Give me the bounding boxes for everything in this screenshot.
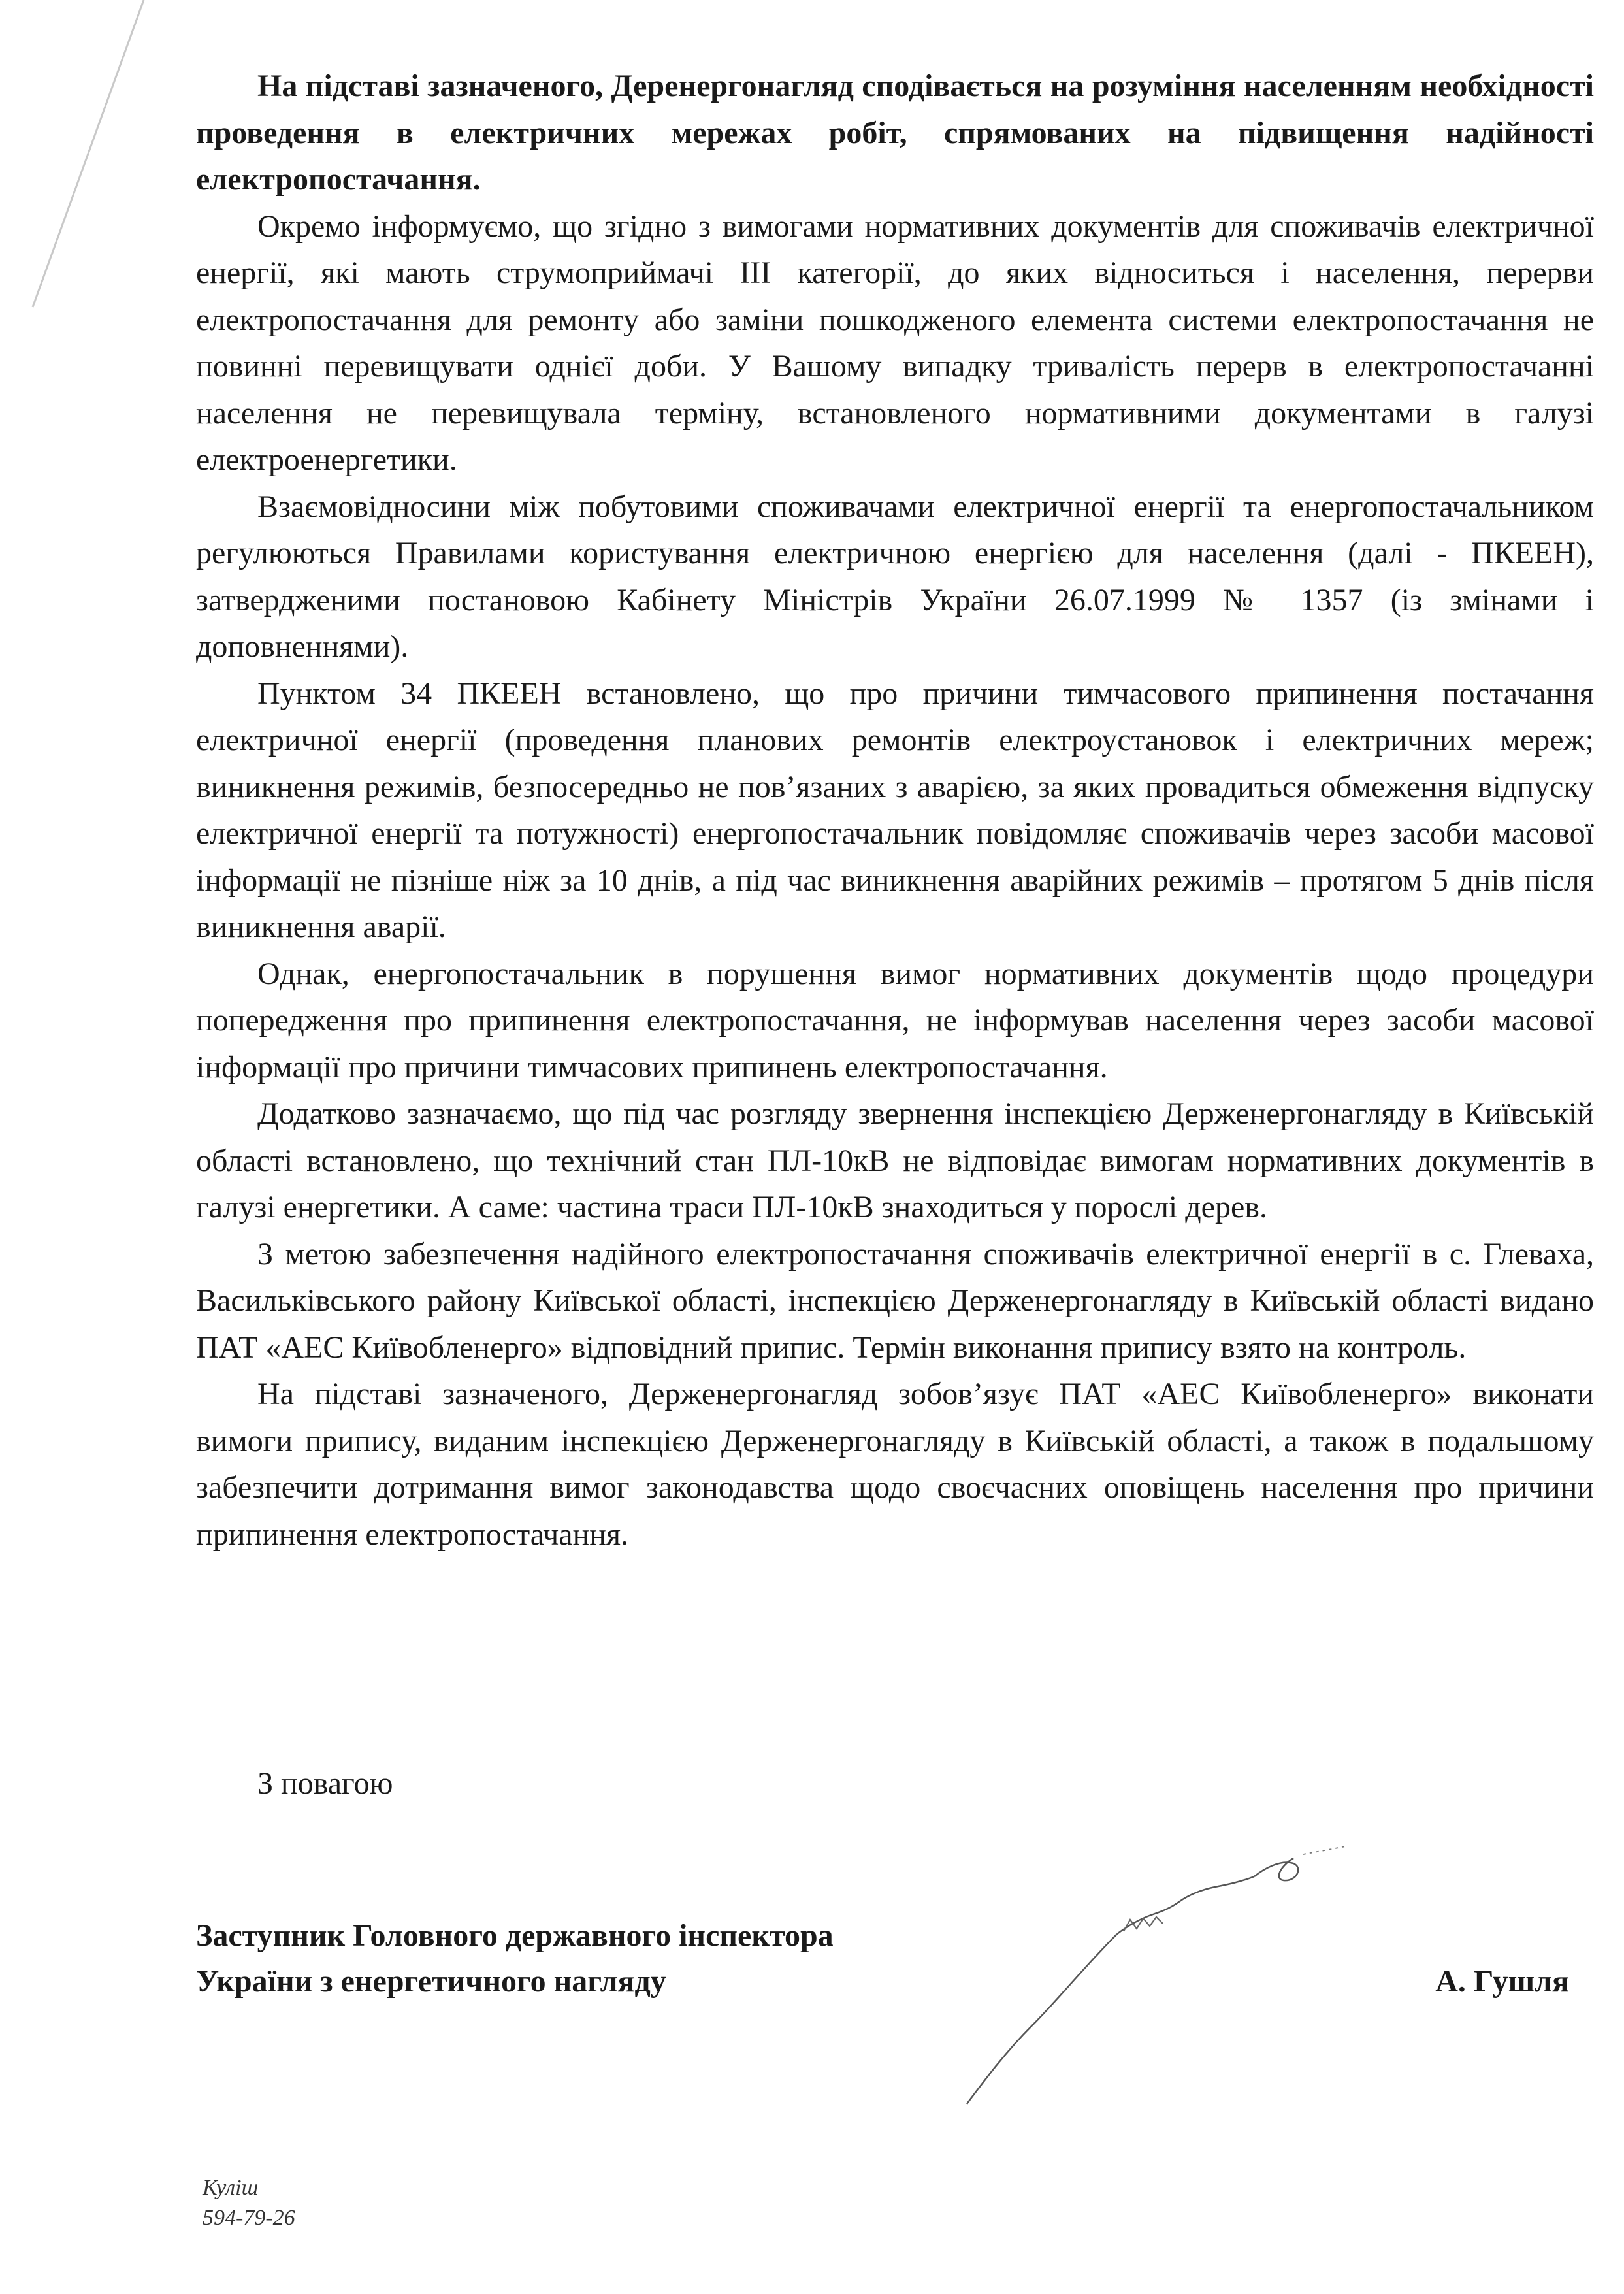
paragraph-intro: На підставі зазначеного, Деренергонагляд сподівається на розуміння населенням необхідності проведення в електричних мережах робіт, спрямованих на підвищення надійності електропостачання.	[196, 69, 1594, 197]
paragraph-order: З метою забезпечення надійного електропостачання споживачів електричної енергії в с. Глеваха, Васильківського району Київської області, інспекцією Держенергонагляду в Київській області видано ПАТ «АЕС Київобленерго» відповідний припис. Термін виконання припису взято на контроль.	[196, 1236, 1594, 1365]
handwritten-signature	[928, 1803, 1398, 2117]
executor-info	[203, 2173, 295, 2233]
executor-phone: 594-79-26	[203, 2206, 295, 2230]
executor-name: Куліш	[203, 2176, 259, 2200]
paragraph-violation: Однак, енергопостачальник в порушення вимог нормативних документів щодо процедури попередження про припинення електропостачання, не інформував населення через засоби масової інформації про причини тимчасових припинень електропостачання.	[196, 956, 1594, 1085]
paragraph-inspection: Додатково зазначаємо, що під час розгляду звернення інспекцією Держенергонагляду в Київській області встановлено, що технічний стан ПЛ-10кВ не відповідає вимогам нормативних документів в галузі енергетики. А саме: частина траси ПЛ-10кВ знаходиться у поpослі дерев.	[196, 1096, 1594, 1224]
closing-phrase: З повагою	[257, 1766, 393, 1801]
signatory-title-line2: України з енергетичного нагляду	[196, 1964, 666, 1999]
paragraph-obligation: На підставі зазначеного, Держенергонагляд зобов’язує ПАТ «АЕС Київобленерго» виконати вимоги припису, виданим інспекцією Держенергонагляду в Київській області, а також в подальшому забезпечити дотримання вимог законодавства щодо своєчасних оповіщень населення про причини припинення електропостачання.	[196, 1377, 1594, 1552]
paragraph-relations: Взаємовідносини між побутовими споживачами електричної енергії та енергопостачальником регулюються Правилами користування електричною енергією для населення (далі - ПКЕЕН), затвердженими постановою Кабінету Міністрів України 26.07.1999 № 1357 (із змінами і доповненнями).	[196, 489, 1594, 664]
paragraph-requirements: Окремо інформуємо, що згідно з вимогами нормативних документів для споживачів електричної енергії, які мають струмоприймачі III категорії, до яких відноситься і населення, перерви електропостачання для ремонту або заміни пошкодженого елемента системи електропостачання не повинні перевищувати однієї доби. У Вашому випадку тривалість перерв в електропостачанні населення не перевищувала терміну, встановленого нормативними документами в галузі електроенергетики.	[196, 208, 1594, 477]
scan-artifact-line	[20, 0, 150, 314]
paragraph-point-34: Пунктом 34 ПКЕЕН встановлено, що про причини тимчасового припинення постачання електричної енергії (проведення планових ремонтів електроустановок і електричних мереж; виникнення режимів, безпосередньо не пов’язаних з аварією, за яких провадиться обмеження відпуску електричної енергії та потужності) енергопостачальник повідомляє споживачів через засоби масової інформації не пізніше ніж за 10 днів, а під час виникнення аварійних режимів – протягом 5 днів після виникнення аварії.	[196, 676, 1594, 944]
signatory-title-line1: Заступник Головного державного інспектора	[196, 1918, 834, 1953]
letter-body	[196, 63, 1594, 2230]
signatory-name: А. Гушля	[1435, 1964, 1569, 1999]
